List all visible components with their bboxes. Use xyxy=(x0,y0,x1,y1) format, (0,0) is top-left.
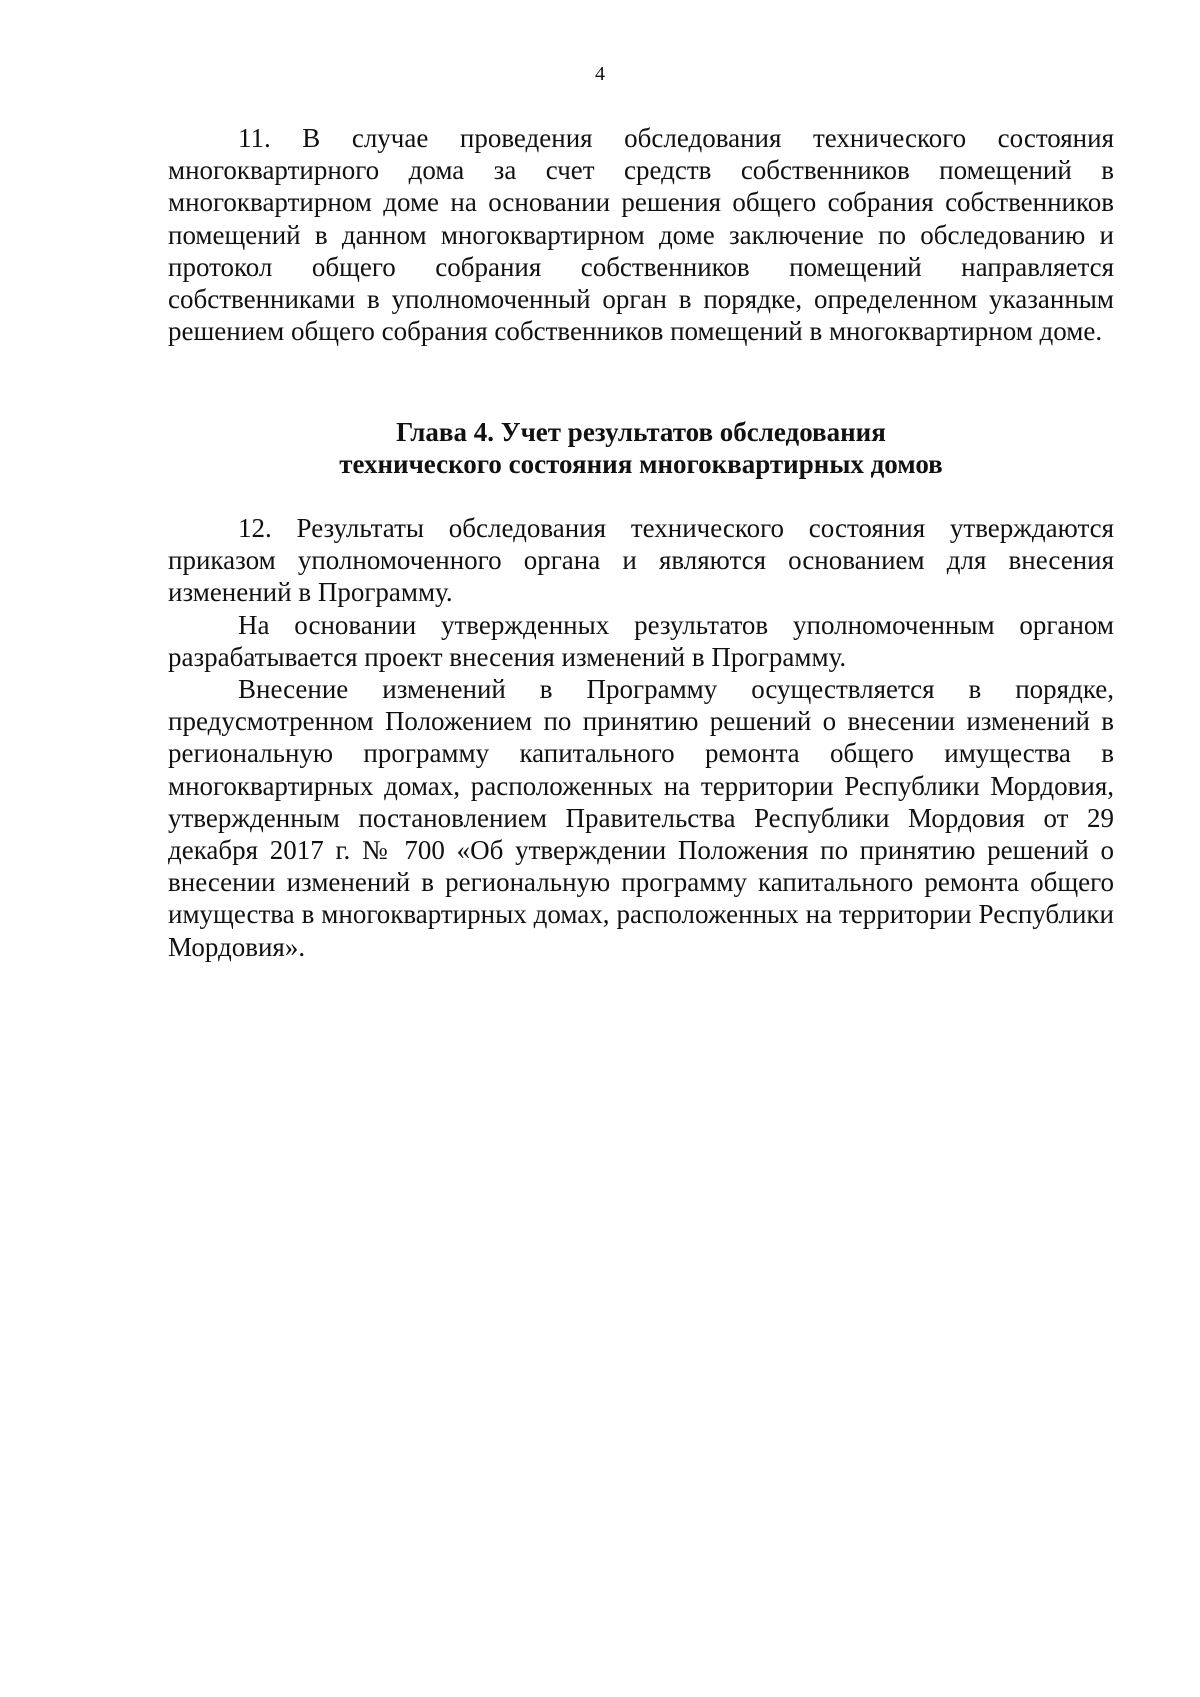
paragraph-12-second: На основании утвержденных результатов уполномоченным органом разрабатывается проект внесения изменений в Программу. xyxy=(168,609,1114,672)
paragraph-11: 11. В случае проведения обследования технического состояния многоквартирного дома за счет средств собственников помещений в многоквартирном доме на основании решения общего собрания собственников помещений в данном многоквартирном доме заключение по обследованию и протокол общего собрания собственников помещений направляется собственниками в уполномоченный орган в порядке, определенном указанным решением общего собрания собственников помещений в многоквартирном доме. xyxy=(168,123,1114,347)
chapter-heading-line-1: Глава 4. Учет результатов обследования xyxy=(396,417,886,447)
paragraph-12: 12. Результаты обследования технического состояния утверждаются приказом уполномоченного органа и являются основанием для внесения изменений в Программу. xyxy=(168,513,1114,608)
page-number: 4 xyxy=(595,63,605,85)
chapter-heading-line-2: технического состояния многоквартирных домов xyxy=(339,449,943,479)
paragraph-12-third: Внесение изменений в Программу осуществляется в порядке, предусмотренном Положением по принятию решений о внесении изменений в региональную программу капитального ремонта общего имущества в многоквартирных домах, расположенных на территории Республики Мордовия, утвержденным постановлением Правительства Республики Мордовия от 29 декабря 2017 г. № 700 «Об утверждении Положения по принятию решений о внесении изменений в региональную программу капитального ремонта общего имущества в многоквартирных домах, расположенных на территории Республики Мордовия». xyxy=(168,674,1114,962)
section-text-block xyxy=(168,122,1114,347)
chapter-heading xyxy=(168,416,1114,480)
chapter-4-text-block xyxy=(168,512,1114,963)
